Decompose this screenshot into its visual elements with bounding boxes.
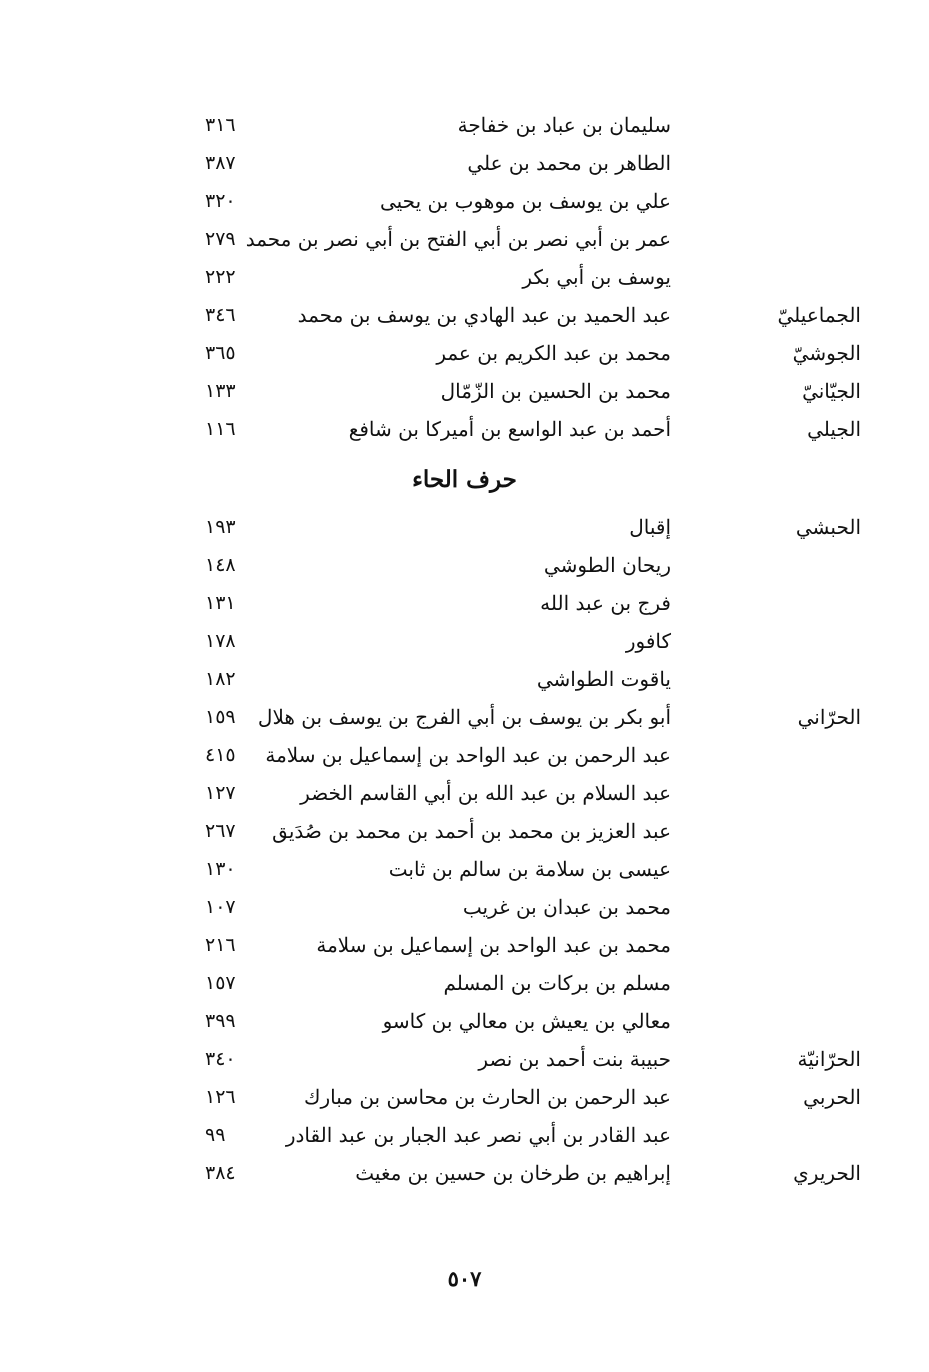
- entry-page-number: ٣٦٥: [205, 342, 236, 364]
- entry-page-number: ٣١٦: [205, 114, 236, 136]
- entry-name: سليمان بن عباد بن خفاجة: [457, 113, 671, 137]
- index-entry-row: [0, 220, 929, 258]
- index-entry-row: [0, 508, 929, 546]
- entry-name: أبو بكر بن يوسف بن أبي الفرج بن يوسف بن هلال: [257, 705, 671, 729]
- entry-page-number: ٣٨٧: [205, 152, 236, 174]
- index-entry-row: [0, 1002, 929, 1040]
- index-entry-row: [0, 1040, 929, 1078]
- entry-name: عبد الرحمن بن الحارث بن محاسن بن مبارك: [303, 1085, 671, 1109]
- entry-nisba: الحرّاني: [797, 705, 861, 729]
- entry-page-number: ١٣٠: [205, 858, 236, 880]
- entry-page-number: ١٢٧: [205, 782, 236, 804]
- entry-page-number: ١٧٨: [205, 630, 236, 652]
- entry-page-number: ٣٤٠: [205, 1048, 236, 1070]
- entry-name: أحمد بن عبد الواسع بن أميركا بن شافع: [348, 417, 671, 441]
- entry-name: إبراهيم بن طرخان بن حسين بن مغيث: [355, 1161, 671, 1185]
- index-entry-row: [0, 1078, 929, 1116]
- entry-page-number: ١٢٦: [205, 1086, 236, 1108]
- entry-name: عبد الحميد بن عبد الهادي بن يوسف بن محمد: [297, 303, 671, 327]
- entry-page-number: ٣٤٦: [205, 304, 236, 326]
- entry-name: ريحان الطوشي: [543, 553, 671, 577]
- index-entry-row: [0, 850, 929, 888]
- index-entry-row: [0, 296, 929, 334]
- page-number: ٥٠٧: [447, 1266, 482, 1291]
- entry-name: محمد بن الحسين بن الزّمّال: [440, 379, 671, 403]
- entry-nisba: الحريري: [793, 1161, 861, 1185]
- entry-page-number: ١٥٩: [205, 706, 236, 728]
- entry-page-number: ١٥٧: [205, 972, 236, 994]
- index-entry-row: [0, 1116, 929, 1154]
- entry-page-number: ١٤٨: [205, 554, 236, 576]
- entry-page-number: ٢٦٧: [205, 820, 236, 842]
- entry-page-number: ٢٧٩: [205, 228, 236, 250]
- index-entry-row: [0, 698, 929, 736]
- entry-name: عبد الرحمن بن عبد الواحد بن إسماعيل بن سلامة: [265, 743, 671, 767]
- entry-name: محمد بن عبدان بن غريب: [462, 895, 671, 919]
- entry-name: عبد السلام بن عبد الله بن أبي القاسم الخضر: [300, 781, 671, 805]
- entry-nisba: الحرّانيّة: [797, 1047, 861, 1071]
- entry-name: عبد العزيز بن محمد بن أحمد بن محمد بن صُدَيق: [272, 819, 671, 843]
- entry-page-number: ٢٢٢: [205, 266, 236, 288]
- entry-page-number: ٩٩: [205, 1124, 226, 1146]
- index-entry-row: [0, 774, 929, 812]
- entry-name: عمر بن أبي نصر بن أبي الفتح بن أبي نصر بن محمد: [245, 227, 671, 251]
- entry-page-number: ١٠٧: [205, 896, 236, 918]
- entry-name: الطاهر بن محمد بن علي: [467, 151, 671, 175]
- entry-page-number: ١٣٣: [205, 380, 236, 402]
- index-entry-row: [0, 622, 929, 660]
- entry-name: محمد بن عبد الكريم بن عمر: [436, 341, 671, 365]
- index-entry-row: [0, 334, 929, 372]
- entry-page-number: ٢١٦: [205, 934, 236, 956]
- entry-page-number: ١١٦: [205, 418, 236, 440]
- index-entry-row: [0, 1154, 929, 1192]
- section-heading: حرف الحاء: [412, 466, 517, 493]
- index-entry-row: [0, 888, 929, 926]
- index-entry-row: [0, 812, 929, 850]
- index-entry-row: [0, 584, 929, 622]
- index-entry-row: [0, 660, 929, 698]
- entry-name: محمد بن عبد الواحد بن إسماعيل بن سلامة: [316, 933, 671, 957]
- index-entry-row: [0, 546, 929, 584]
- entry-nisba: الحبشي: [795, 515, 861, 539]
- entry-nisba: الجيلي: [807, 417, 861, 441]
- entry-page-number: ٣٩٩: [205, 1010, 236, 1032]
- entry-name: حبيبة بنت أحمد بن نصر: [478, 1047, 671, 1071]
- entry-page-number: ١٩٣: [205, 516, 236, 538]
- index-entry-row: [0, 736, 929, 774]
- entry-name: عيسى بن سلامة بن سالم بن ثابت: [388, 857, 671, 881]
- entry-nisba: الجوشيّ: [792, 341, 861, 365]
- entry-name: مسلم بن بركات بن المسلم: [443, 971, 671, 995]
- entry-name: عبد القادر بن أبي نصر عبد الجبار بن عبد القادر: [285, 1123, 671, 1147]
- entry-name: إقبال: [629, 515, 671, 539]
- entry-name: ياقوت الطواشي: [536, 667, 671, 691]
- entry-name: يوسف بن أبي بكر: [522, 265, 671, 289]
- index-entry-row: [0, 258, 929, 296]
- entry-nisba: الجماعيليّ: [777, 303, 861, 327]
- entry-name: فرج بن عبد الله: [540, 591, 671, 615]
- entry-page-number: ٤١٥: [205, 744, 236, 766]
- entry-nisba: الجيّانيّ: [802, 379, 861, 403]
- entry-name: علي بن يوسف بن موهوب بن يحيى: [379, 189, 671, 213]
- entry-page-number: ٣٨٤: [205, 1162, 236, 1184]
- index-entry-row: [0, 144, 929, 182]
- index-entry-row: [0, 106, 929, 144]
- index-entry-row: [0, 964, 929, 1002]
- entry-nisba: الحربي: [803, 1085, 861, 1109]
- entry-page-number: ٣٢٠: [205, 190, 236, 212]
- index-entry-row: [0, 926, 929, 964]
- index-entry-row: [0, 182, 929, 220]
- entry-page-number: ١٨٢: [205, 668, 236, 690]
- entry-name: كافور: [625, 629, 671, 653]
- entry-page-number: ١٣١: [205, 592, 236, 614]
- index-entry-row: [0, 372, 929, 410]
- entry-name: معالي بن يعيش بن معالي بن كاسو: [382, 1009, 671, 1033]
- index-entry-row: [0, 410, 929, 448]
